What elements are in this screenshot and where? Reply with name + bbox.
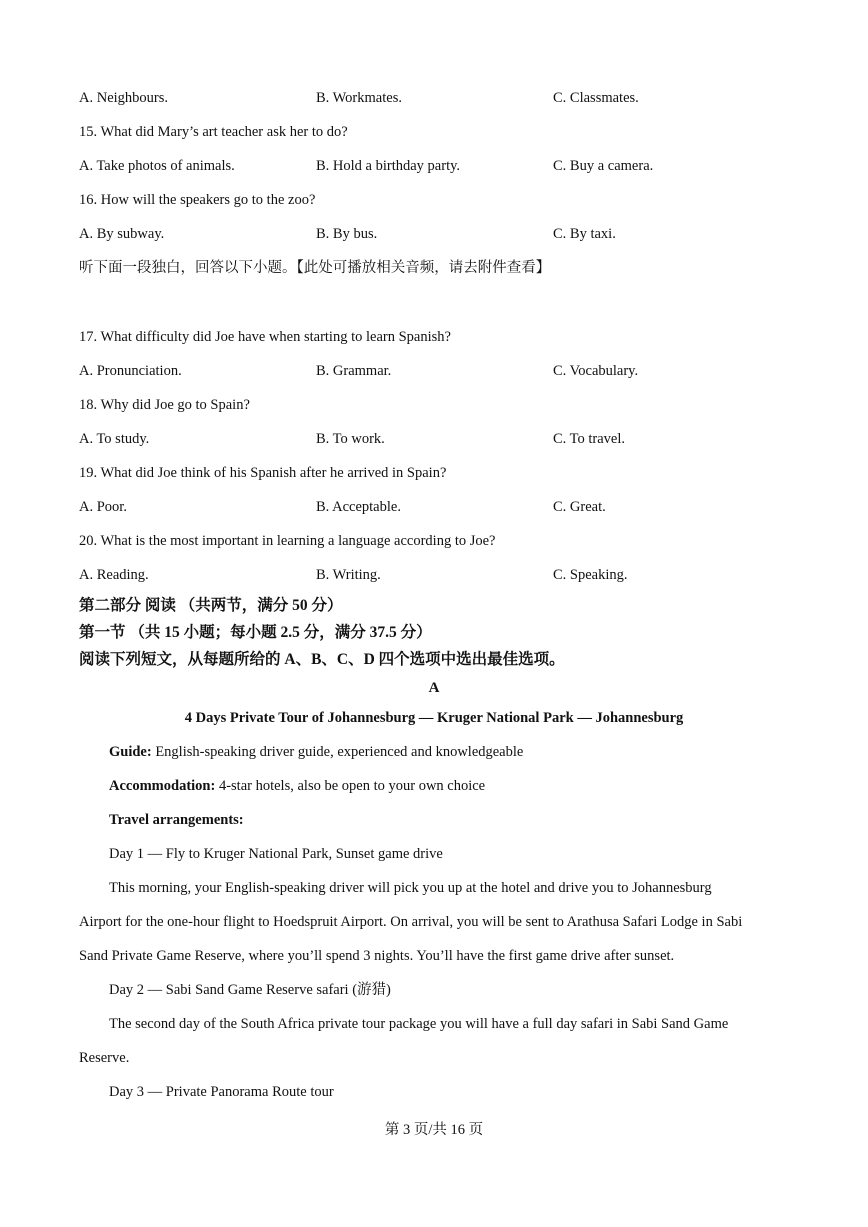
q16-question: 16. How will the speakers go to the zoo?: [79, 192, 316, 208]
q15-option-c: C. Buy a camera.: [553, 158, 654, 174]
q20-option-a: A. Reading.: [79, 567, 149, 583]
q19-option-a: A. Poor.: [79, 499, 127, 515]
q18-option-b: B. To work.: [316, 431, 385, 447]
q14-option-c: C. Classmates.: [553, 90, 639, 106]
q15-question: 15. What did Mary’s art teacher ask her to do?: [79, 124, 348, 140]
page-footer: 第 3 页/共 16 页: [384, 1122, 484, 1138]
q19-option-c: C. Great.: [553, 499, 606, 515]
q17-option-a: A. Pronunciation.: [79, 363, 182, 379]
day1-paragraph-line3: Sand Private Game Reserve, where you’ll spend 3 nights. You’ll have the first game drive after sunset.: [79, 948, 675, 964]
q17-question: 17. What difficulty did Joe have when starting to learn Spanish?: [79, 329, 451, 345]
day2-paragraph-line2: Reserve.: [79, 1050, 130, 1066]
q17-option-b: B. Grammar.: [316, 363, 392, 379]
accommodation-line: [109, 776, 485, 796]
q15-option-a: A. Take photos of animals.: [79, 158, 235, 174]
q17-option-c: C. Vocabulary.: [553, 363, 639, 379]
guide-text: English-speaking driver guide, experienced and knowledgeable: [151, 744, 524, 760]
q20-question: 20. What is the most important in learning a language according to Joe?: [79, 533, 496, 549]
day2-paragraph-line1: The second day of the South Africa private tour package you will have a full day safari in Sabi Sand Game: [109, 1016, 729, 1032]
q16-option-b: B. By bus.: [316, 226, 378, 242]
day2-heading: Day 2 — Sabi Sand Game Reserve safari (游猎): [109, 982, 391, 998]
day1-heading: Day 1 — Fly to Kruger National Park, Sunset game drive: [109, 846, 443, 862]
section2-instruction: 阅读下列短文，从每题所给的 A、B、C、D 四个选项中选出最佳选项。: [79, 651, 565, 668]
passage-letter: A: [428, 680, 440, 696]
q19-option-b: B. Acceptable.: [316, 499, 401, 515]
q18-option-a: A. To study.: [79, 431, 150, 447]
q18-question: 18. Why did Joe go to Spain?: [79, 397, 250, 413]
q16-option-a: A. By subway.: [79, 226, 165, 242]
section2-title: 第二部分 阅读 （共两节，满分 50 分）: [79, 597, 343, 614]
q16-option-c: C. By taxi.: [553, 226, 616, 242]
monologue-instruction: 听下面一段独白，回答以下小题。【此处可播放相关音频，请去附件查看】: [79, 260, 551, 276]
passage-title: 4 Days Private Tour of Johannesburg — Kruger National Park — Johannesburg: [184, 710, 684, 726]
accommodation-label: Accommodation:: [109, 778, 216, 794]
day1-paragraph-line2: Airport for the one-hour flight to Hoedspruit Airport. On arrival, you will be sent to Arathusa Safari Lodge in Sabi: [79, 914, 743, 930]
day3-heading: Day 3 — Private Panorama Route tour: [109, 1084, 334, 1100]
guide-label: Guide:: [109, 744, 152, 760]
q20-option-c: C. Speaking.: [553, 567, 628, 583]
q18-option-c: C. To travel.: [553, 431, 626, 447]
travel-arrangements-label: Travel arrangements:: [109, 812, 244, 828]
day1-paragraph-line1: This morning, your English-speaking driver will pick you up at the hotel and drive you to Johannesburg: [109, 880, 712, 896]
q19-question: 19. What did Joe think of his Spanish after he arrived in Spain?: [79, 465, 447, 481]
section2-part1: 第一节 （共 15 小题；每小题 2.5 分，满分 37.5 分）: [79, 624, 432, 641]
q14-option-a: A. Neighbours.: [79, 90, 169, 106]
q15-option-b: B. Hold a birthday party.: [316, 158, 461, 174]
q14-option-b: B. Workmates.: [316, 90, 402, 106]
q20-option-b: B. Writing.: [316, 567, 381, 583]
accommodation-text: 4-star hotels, also be open to your own choice: [215, 778, 486, 794]
guide-line: [109, 742, 523, 762]
